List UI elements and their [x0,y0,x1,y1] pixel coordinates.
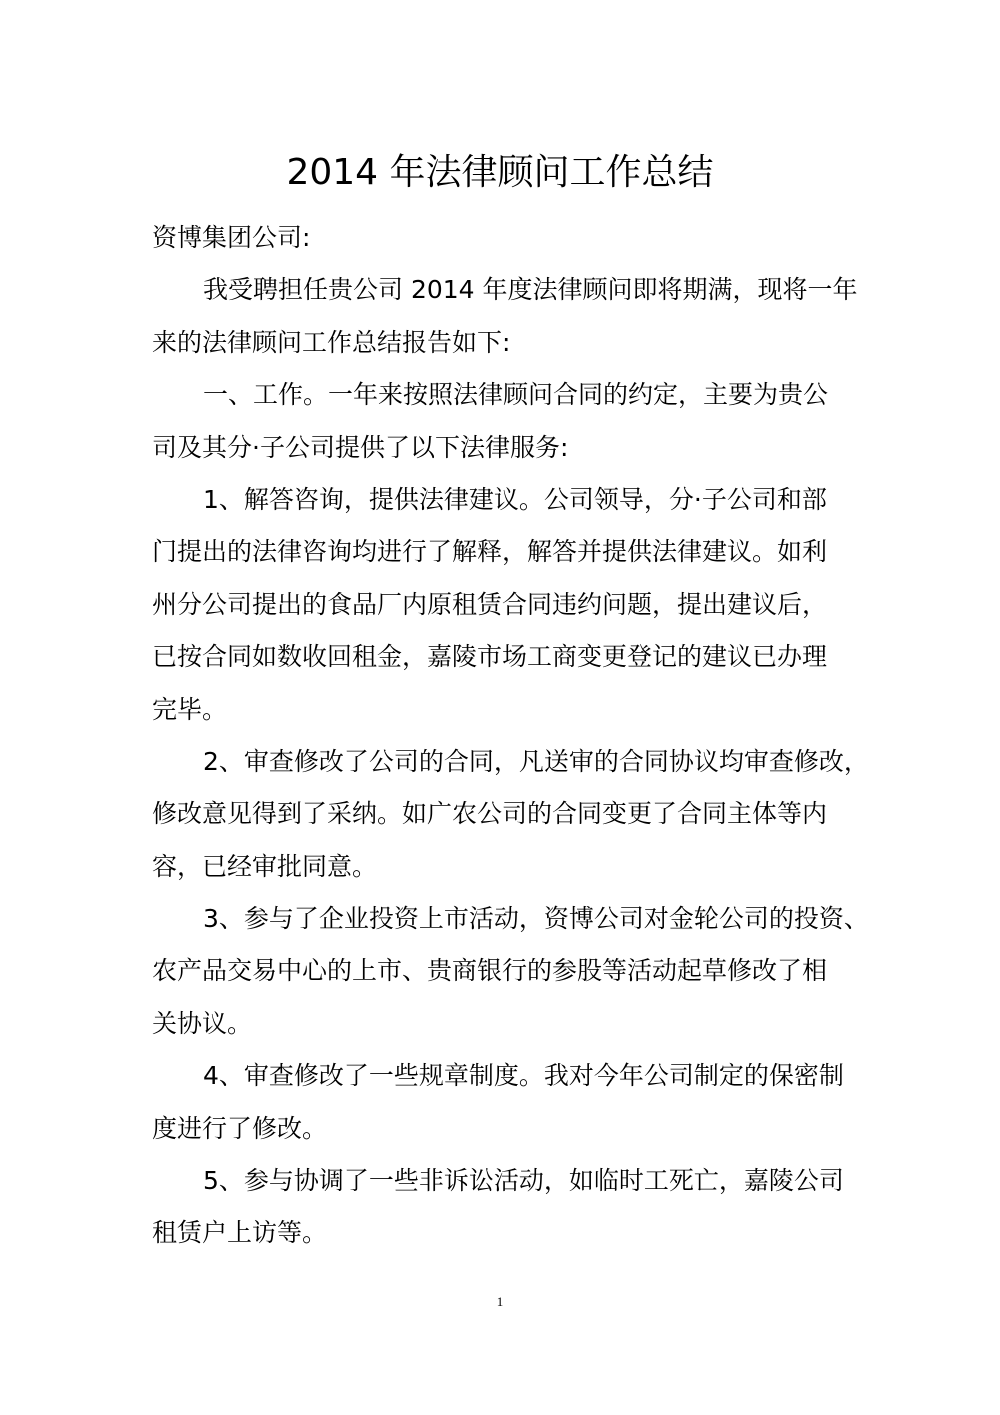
text-line: 州分公司提出的食品厂内原租赁合同违约问题，提出建议后， [152,589,828,619]
text-line: 4、审查修改了一些规章制度。我对今年公司制定的保密制 [203,1061,844,1091]
text-line: 一、工作。一年来按照法律顾问合同的约定，主要为贵公 [203,380,829,410]
text-line: 已按合同如数收回租金，嘉陵市场工商变更登记的建议已办理 [152,642,828,672]
document-body [152,212,872,1260]
text-line: 5、参与协调了一些非诉讼活动，如临时工死亡，嘉陵公司 [203,1166,844,1196]
salutation: 资博集团公司: [152,223,311,252]
text-line: 门提出的法律咨询均进行了解释，解答并提供法律建议。如利 [152,537,828,567]
text-line: 3、参与了企业投资上市活动，资博公司对金轮公司的投资、 [203,904,869,934]
document-title: 2014 年法律顾问工作总结 [286,152,714,193]
text-line: 修改意见得到了采纳。如广农公司的合同变更了合同主体等内 [152,799,828,829]
text-line: 农产品交易中心的上市、贵商银行的参股等活动起草修改了相 [152,956,828,986]
text-line: 1、解答咨询，提供法律建议。公司领导，分·子公司和部 [203,484,827,514]
page-number: 1 [496,1294,504,1309]
text-line: 我受聘担任贵公司 2014 年度法律顾问即将期满，现将一年 [203,275,858,305]
text-line: 容，已经审批同意。 [152,851,378,881]
text-line: 租赁户上访等。 [152,1218,328,1248]
text-line: 司及其分·子公司提供了以下法律服务: [152,432,569,462]
text-line: 度进行了修改。 [152,1113,328,1143]
text-line: 完毕。 [152,694,228,724]
text-line: 关协议。 [152,1008,253,1038]
text-line: 2、审查修改了公司的合同，凡送审的合同协议均审查修改， [203,746,869,776]
text-line: 来的法律顾问工作总结报告如下: [152,327,511,357]
